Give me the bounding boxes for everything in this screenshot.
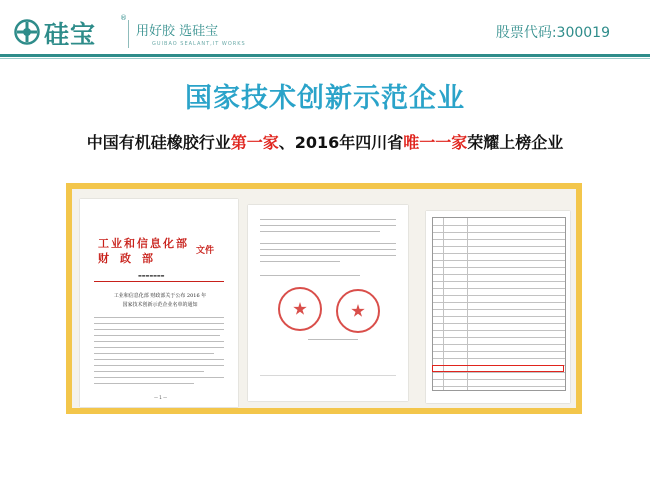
official-seal-right: [336, 289, 380, 333]
brand-name: 硅宝: [44, 20, 97, 49]
subtitle-highlight-first: 第一家: [230, 133, 279, 152]
slogan: 用好胶 选硅宝: [136, 24, 219, 39]
text-line: [260, 261, 340, 262]
text-line: [94, 353, 214, 354]
table-row: [433, 309, 565, 310]
table-row: [433, 253, 565, 254]
document-frame-inner: [72, 189, 576, 408]
text-line: [94, 383, 194, 384]
slide-header: [0, 0, 650, 66]
header-rule: [0, 54, 650, 57]
document-number: ▬▬▬▬▬▬▬: [138, 273, 165, 278]
doc-heading-line-2: 国家技术创新示范企业名单的通知: [122, 302, 198, 308]
document-frame: [66, 183, 582, 414]
issuer-line-2: 财政部: [98, 252, 164, 265]
brand-divider: [128, 20, 129, 48]
text-line: [260, 231, 380, 232]
table-row: [433, 386, 565, 387]
table-row: [433, 288, 565, 289]
page-subtitle: [0, 130, 650, 153]
text-line: [260, 255, 396, 256]
text-line: [260, 243, 396, 244]
table-row: [433, 337, 565, 338]
text-line: [94, 329, 224, 330]
text-line: [94, 317, 224, 318]
table-row: [433, 302, 565, 303]
registered-mark: ®: [120, 14, 127, 22]
subtitle-highlight-only: 唯一一家: [403, 133, 468, 152]
text-line: [94, 377, 224, 378]
header-rule-thin: [0, 58, 650, 59]
text-line: [260, 219, 396, 220]
table-row: [433, 246, 565, 247]
table-row: [433, 351, 565, 352]
subtitle-part-3: 、2016年四川省: [278, 133, 404, 152]
table-row: [433, 232, 565, 233]
table-row: [433, 379, 565, 380]
subtitle-part-5: 荣耀上榜企业: [467, 133, 564, 152]
table-row: [433, 295, 565, 296]
text-line: [260, 375, 396, 376]
text-line: [94, 323, 224, 324]
text-line: [308, 339, 358, 340]
red-rule: [94, 281, 224, 282]
text-line: [94, 359, 224, 360]
table-row: [433, 358, 565, 359]
slogan-english: GUIBAO SEALANT,IT WORKS: [152, 41, 246, 47]
stock-code: 股票代码:300019: [495, 25, 610, 41]
table-row: [433, 344, 565, 345]
table-row: [433, 372, 565, 373]
subtitle-part-1: 中国有机硅橡胶行业: [86, 133, 231, 152]
text-line: [260, 225, 396, 226]
text-line: [260, 275, 360, 276]
official-seal-left: [278, 287, 322, 331]
text-line: [94, 347, 224, 348]
document-page-cover: [80, 199, 238, 407]
table-row: [433, 274, 565, 275]
document-page-seals: [248, 205, 408, 401]
table-row: [433, 260, 565, 261]
doc-word: 文件: [196, 246, 215, 256]
text-line: [94, 341, 224, 342]
table-row: [433, 316, 565, 317]
text-line: [260, 249, 396, 250]
page-number-mark: — 1 —: [154, 395, 168, 400]
doc-heading-line-1: 工业和信息化部 财政部关于公布 2016 年: [113, 293, 207, 299]
page-title: 国家技术创新示范企业: [185, 83, 465, 114]
text-line: [94, 371, 204, 372]
table-row: [433, 281, 565, 282]
guibao-logo-icon: [14, 19, 40, 45]
document-page-list: [426, 211, 570, 403]
text-line: [94, 365, 224, 366]
text-line: [94, 335, 220, 336]
table-row: [433, 330, 565, 331]
issuer-line-1: 工业和信息化部: [98, 237, 189, 250]
table-row: [433, 239, 565, 240]
table-row: [433, 323, 565, 324]
highlighted-row: [432, 365, 564, 372]
table-row: [433, 225, 565, 226]
table-row: [433, 267, 565, 268]
